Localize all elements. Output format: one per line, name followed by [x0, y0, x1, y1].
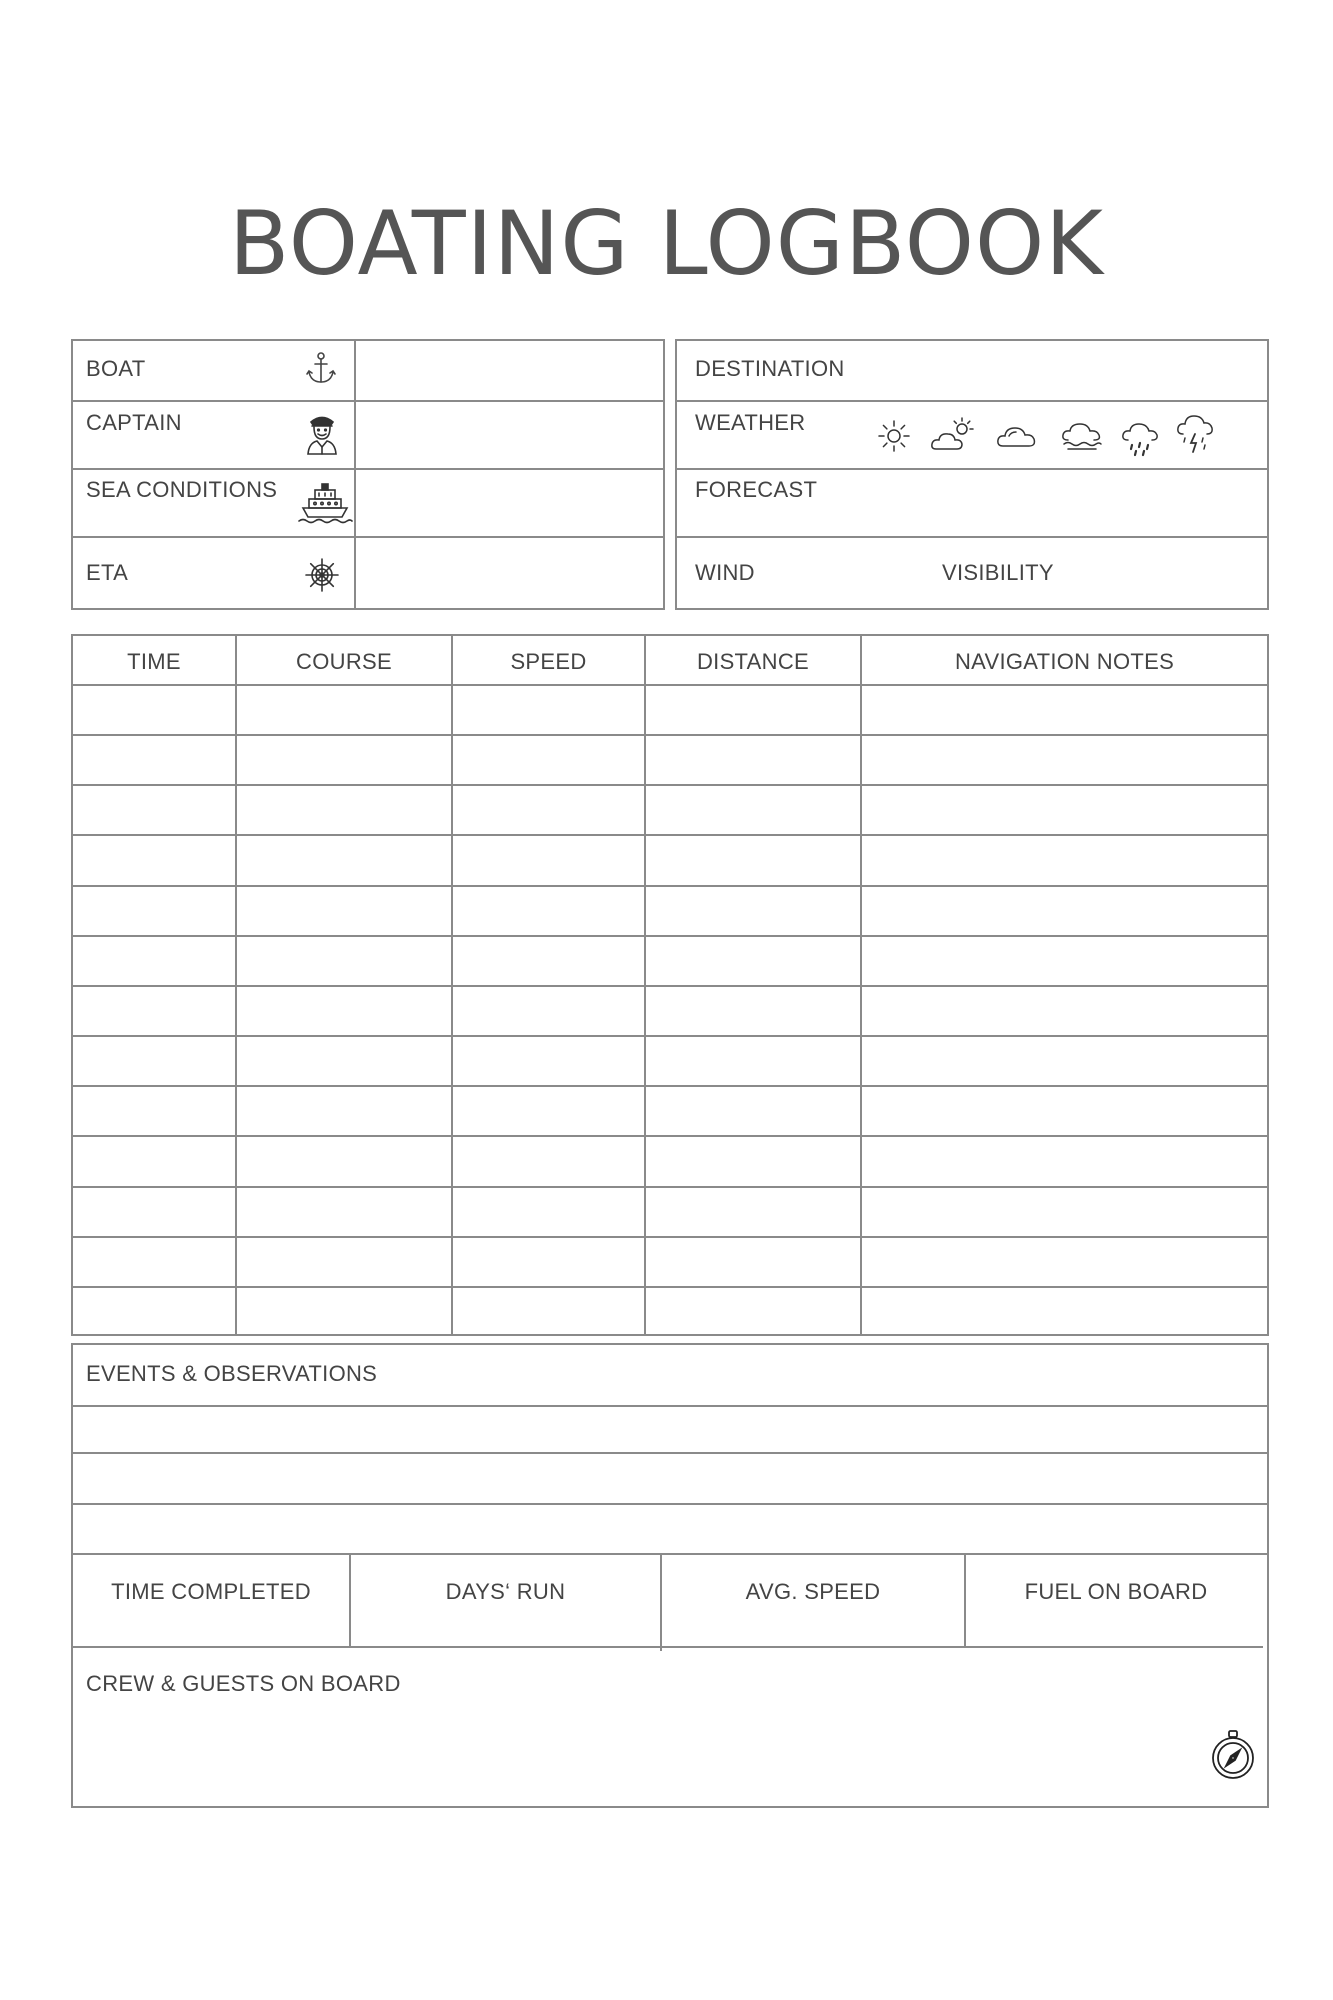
- speed-cell[interactable]: [453, 937, 644, 983]
- course-cell[interactable]: [237, 987, 451, 1033]
- distance-cell[interactable]: [646, 686, 860, 732]
- speed-cell[interactable]: [453, 1238, 644, 1284]
- course-cell[interactable]: [237, 836, 451, 882]
- navigation-notes-cell[interactable]: [862, 686, 1265, 732]
- speed-cell[interactable]: [453, 1087, 644, 1133]
- page-title: BOATING LOGBOOK: [228, 192, 1105, 295]
- navigation-notes-cell[interactable]: [862, 1137, 1265, 1183]
- distance-cell[interactable]: [646, 1087, 860, 1133]
- course-cell[interactable]: [237, 887, 451, 933]
- distance-cell[interactable]: [646, 1188, 860, 1234]
- destination-value-field[interactable]: [860, 342, 1266, 399]
- time-cell[interactable]: [73, 686, 235, 732]
- events-line-2[interactable]: [74, 1454, 1266, 1502]
- navigation-notes-cell[interactable]: [862, 887, 1265, 933]
- time-cell[interactable]: [73, 1188, 235, 1234]
- time-cell[interactable]: [73, 836, 235, 882]
- distance-cell[interactable]: [646, 887, 860, 933]
- rain-icon[interactable]: [1120, 418, 1160, 458]
- destination-label: DESTINATION: [695, 356, 845, 381]
- course-cell[interactable]: [237, 1188, 451, 1234]
- navigation-notes-cell[interactable]: [862, 736, 1265, 782]
- sun-icon[interactable]: [876, 418, 912, 454]
- speed-cell[interactable]: [453, 1188, 644, 1234]
- course-cell[interactable]: [237, 1137, 451, 1183]
- days-run-field[interactable]: [352, 1606, 658, 1644]
- speed-cell[interactable]: [453, 987, 644, 1033]
- time-cell[interactable]: [73, 937, 235, 983]
- navigation-notes-cell[interactable]: [862, 937, 1265, 983]
- ship-icon: [297, 481, 353, 527]
- navigation-notes-cell[interactable]: [862, 786, 1265, 832]
- distance-cell[interactable]: [646, 736, 860, 782]
- course-cell[interactable]: [237, 1037, 451, 1083]
- events-observations-label: EVENTS & OBSERVATIONS: [86, 1361, 378, 1386]
- navigation-notes-cell[interactable]: [862, 1087, 1265, 1133]
- fog-icon[interactable]: [1060, 418, 1104, 454]
- forecast-label: FORECAST: [695, 477, 818, 502]
- speed-cell[interactable]: [453, 836, 644, 882]
- time-completed-label: TIME COMPLETED: [111, 1579, 311, 1604]
- time-cell[interactable]: [73, 1238, 235, 1284]
- forecast-value-field[interactable]: [860, 471, 1266, 535]
- navigation-notes-cell[interactable]: [862, 1288, 1265, 1334]
- captain-icon: [304, 412, 340, 456]
- time-cell[interactable]: [73, 786, 235, 832]
- compass-icon: [1210, 1729, 1256, 1781]
- sea-conditions-label: SEA CONDITIONS: [86, 477, 278, 502]
- weather-label: WEATHER: [695, 410, 806, 435]
- speed-cell[interactable]: [453, 736, 644, 782]
- thunderstorm-icon[interactable]: [1175, 412, 1215, 458]
- fuel-on-board-label: FUEL ON BOARD: [1024, 1579, 1208, 1604]
- sea-conditions-value-field[interactable]: [358, 471, 662, 535]
- wind-value-field[interactable]: [770, 539, 930, 607]
- navigation-notes-column-header: NAVIGATION NOTES: [954, 649, 1175, 674]
- avg-speed-label: AVG. SPEED: [745, 1579, 881, 1604]
- anchor-icon: [304, 351, 338, 385]
- distance-cell[interactable]: [646, 987, 860, 1033]
- crew-guests-label: CREW & GUESTS ON BOARD: [86, 1671, 401, 1696]
- partly-cloudy-icon[interactable]: [930, 415, 978, 455]
- time-cell[interactable]: [73, 1037, 235, 1083]
- course-column-header: COURSE: [296, 649, 392, 674]
- distance-cell[interactable]: [646, 836, 860, 882]
- visibility-label: VISIBILITY: [942, 560, 1054, 585]
- speed-cell[interactable]: [453, 1137, 644, 1183]
- time-cell[interactable]: [73, 1288, 235, 1334]
- crew-guests-field[interactable]: [74, 1700, 1204, 1804]
- course-cell[interactable]: [237, 686, 451, 732]
- days-run-label: DAYS‘ RUN: [445, 1579, 566, 1604]
- eta-value-field[interactable]: [358, 539, 662, 607]
- speed-cell[interactable]: [453, 1288, 644, 1334]
- distance-cell[interactable]: [646, 937, 860, 983]
- navigation-notes-cell[interactable]: [862, 1037, 1265, 1083]
- eta-label: ETA: [86, 560, 129, 585]
- time-column-header: TIME: [127, 649, 181, 674]
- cloud-icon[interactable]: [995, 420, 1039, 452]
- course-cell[interactable]: [237, 1087, 451, 1133]
- course-cell[interactable]: [237, 736, 451, 782]
- distance-cell[interactable]: [646, 1238, 860, 1284]
- navigation-notes-cell[interactable]: [862, 1188, 1265, 1234]
- speed-cell[interactable]: [453, 686, 644, 732]
- speed-cell[interactable]: [453, 1037, 644, 1083]
- distance-cell[interactable]: [646, 786, 860, 832]
- wind-label: WIND: [695, 560, 755, 585]
- speed-cell[interactable]: [453, 887, 644, 933]
- captain-value-field[interactable]: [358, 403, 662, 467]
- time-cell[interactable]: [73, 736, 235, 782]
- navigation-notes-cell[interactable]: [862, 987, 1265, 1033]
- course-cell[interactable]: [237, 1288, 451, 1334]
- time-cell[interactable]: [73, 1087, 235, 1133]
- fuel-on-board-field[interactable]: [967, 1606, 1265, 1644]
- vessel-info-divider: [354, 339, 356, 610]
- captain-label: CAPTAIN: [86, 410, 182, 435]
- navigation-notes-cell[interactable]: [862, 836, 1265, 882]
- navigation-notes-cell[interactable]: [862, 1238, 1265, 1284]
- ship-wheel-icon: [304, 557, 340, 593]
- time-cell[interactable]: [73, 1137, 235, 1183]
- speed-cell[interactable]: [453, 786, 644, 832]
- events-line-3[interactable]: [74, 1505, 1266, 1552]
- distance-cell[interactable]: [646, 1137, 860, 1183]
- distance-cell[interactable]: [646, 1288, 860, 1334]
- course-cell[interactable]: [237, 786, 451, 832]
- distance-column-header: DISTANCE: [696, 649, 809, 674]
- events-line-1[interactable]: [74, 1407, 1266, 1451]
- time-completed-field[interactable]: [74, 1606, 348, 1644]
- time-cell[interactable]: [73, 987, 235, 1033]
- boat-label: BOAT: [86, 356, 146, 381]
- time-cell[interactable]: [73, 887, 235, 933]
- course-cell[interactable]: [237, 1238, 451, 1284]
- boat-value-field[interactable]: [358, 342, 662, 399]
- visibility-value-field[interactable]: [1070, 539, 1266, 607]
- avg-speed-field[interactable]: [663, 1606, 962, 1644]
- course-cell[interactable]: [237, 937, 451, 983]
- speed-column-header: SPEED: [510, 649, 587, 674]
- distance-cell[interactable]: [646, 1037, 860, 1083]
